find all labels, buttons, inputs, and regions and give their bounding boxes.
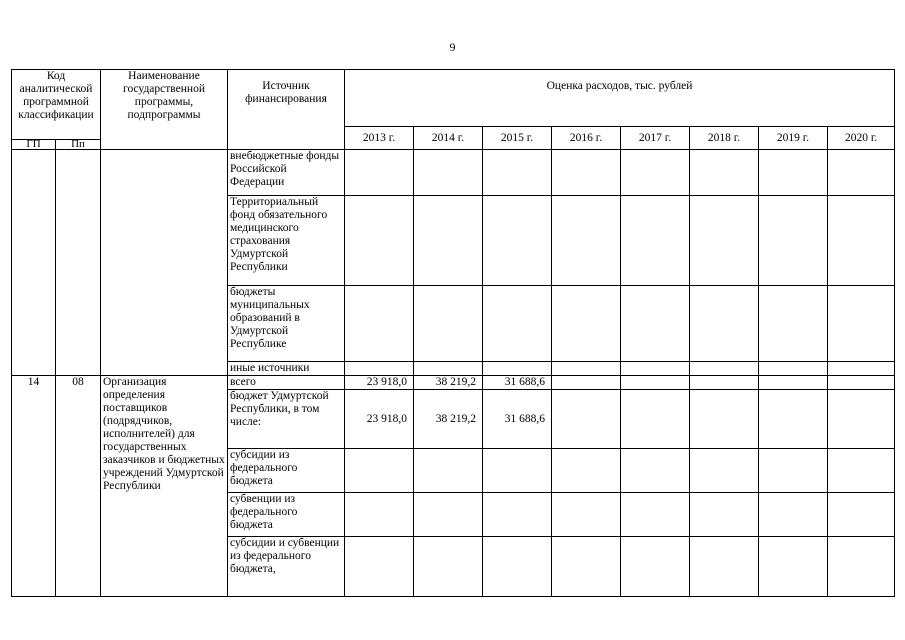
gp-cell (12, 150, 56, 376)
value-cell: 38 219,2 (414, 376, 483, 390)
source-cell: бюджет Удмуртской Республики, в том числе: (228, 390, 345, 449)
year-header: 2016 г. (552, 127, 621, 150)
value-cell (621, 376, 690, 390)
value-cell (690, 390, 759, 449)
value-cell (621, 493, 690, 537)
value-cell (483, 449, 552, 493)
value-cell (414, 537, 483, 597)
table-row (12, 376, 895, 390)
pp-cell (56, 150, 101, 376)
value-cell (483, 493, 552, 537)
value-cell (690, 376, 759, 390)
pp-header: Пп (56, 140, 101, 150)
year-header: 2014 г. (414, 127, 483, 150)
value-cell (690, 493, 759, 537)
value-cell (759, 449, 828, 493)
value-cell (621, 537, 690, 597)
value-cell (690, 537, 759, 597)
name-cell (101, 150, 228, 376)
year-header: 2015 г. (483, 127, 552, 150)
value-cell (552, 537, 621, 597)
value-cell (552, 390, 621, 449)
value-cell (552, 376, 621, 390)
header-row (12, 70, 895, 127)
value-cell (828, 449, 895, 493)
source-cell: субсидии и субвенции из федерального бюджета, (228, 537, 345, 597)
table-row (12, 150, 895, 196)
value-cell (828, 390, 895, 449)
year-header: 2017 г. (621, 127, 690, 150)
value-cell: 23 918,0 (345, 390, 414, 449)
gp-header: ГП (12, 140, 56, 150)
value-cell (759, 493, 828, 537)
value-cell (759, 390, 828, 449)
source-header: Источник финансирования (228, 70, 345, 150)
value-cell (345, 449, 414, 493)
source-cell: субсидии из федерального бюджета (228, 449, 345, 493)
year-header: 2013 г. (345, 127, 414, 150)
value-cell (828, 493, 895, 537)
source-cell: Территориальный фонд обязательного медицинского страхования Удмуртской Республики (228, 196, 345, 286)
value-cell (828, 537, 895, 597)
value-cell (828, 376, 895, 390)
value-cell (414, 493, 483, 537)
value-cell (483, 537, 552, 597)
page-number: 9 (449, 40, 456, 54)
value-cell (414, 449, 483, 493)
value-cell (552, 493, 621, 537)
value-cell (621, 390, 690, 449)
name-header: Наименование государственной программы, подпрограммы (101, 70, 228, 150)
expenses-header: Оценка расходов, тыс. рублей (345, 70, 895, 127)
value-cell (345, 537, 414, 597)
source-cell: всего (228, 376, 345, 390)
value-cell (759, 376, 828, 390)
source-cell: субвенции из федерального бюджета (228, 493, 345, 537)
value-cell: 31 688,6 (483, 390, 552, 449)
value-cell: 23 918,0 (345, 376, 414, 390)
year-header: 2018 г. (690, 127, 759, 150)
pp-cell: 08 (56, 376, 101, 597)
gp-cell: 14 (12, 376, 56, 597)
source-cell: иные источники (228, 362, 345, 376)
value-cell (345, 493, 414, 537)
value-cell (759, 537, 828, 597)
value-cell (690, 449, 759, 493)
value-cell: 38 219,2 (414, 390, 483, 449)
year-header: 2020 г. (828, 127, 895, 150)
value-cell (621, 449, 690, 493)
source-cell: внебюджетные фонды Российской Федерации (228, 150, 345, 196)
source-cell: бюджеты муниципальных образований в Удмуртской Республике (228, 286, 345, 362)
program-name: Организация определения поставщиков (подрядчиков, исполнителей) для государственных заказчиков и бюджетных учреждений Удмуртской Республики (101, 376, 228, 597)
value-cell (552, 449, 621, 493)
value-cell: 31 688,6 (483, 376, 552, 390)
code-header: Код аналитической программной классификации (12, 70, 101, 140)
expenses-table (11, 69, 895, 597)
year-header: 2019 г. (759, 127, 828, 150)
